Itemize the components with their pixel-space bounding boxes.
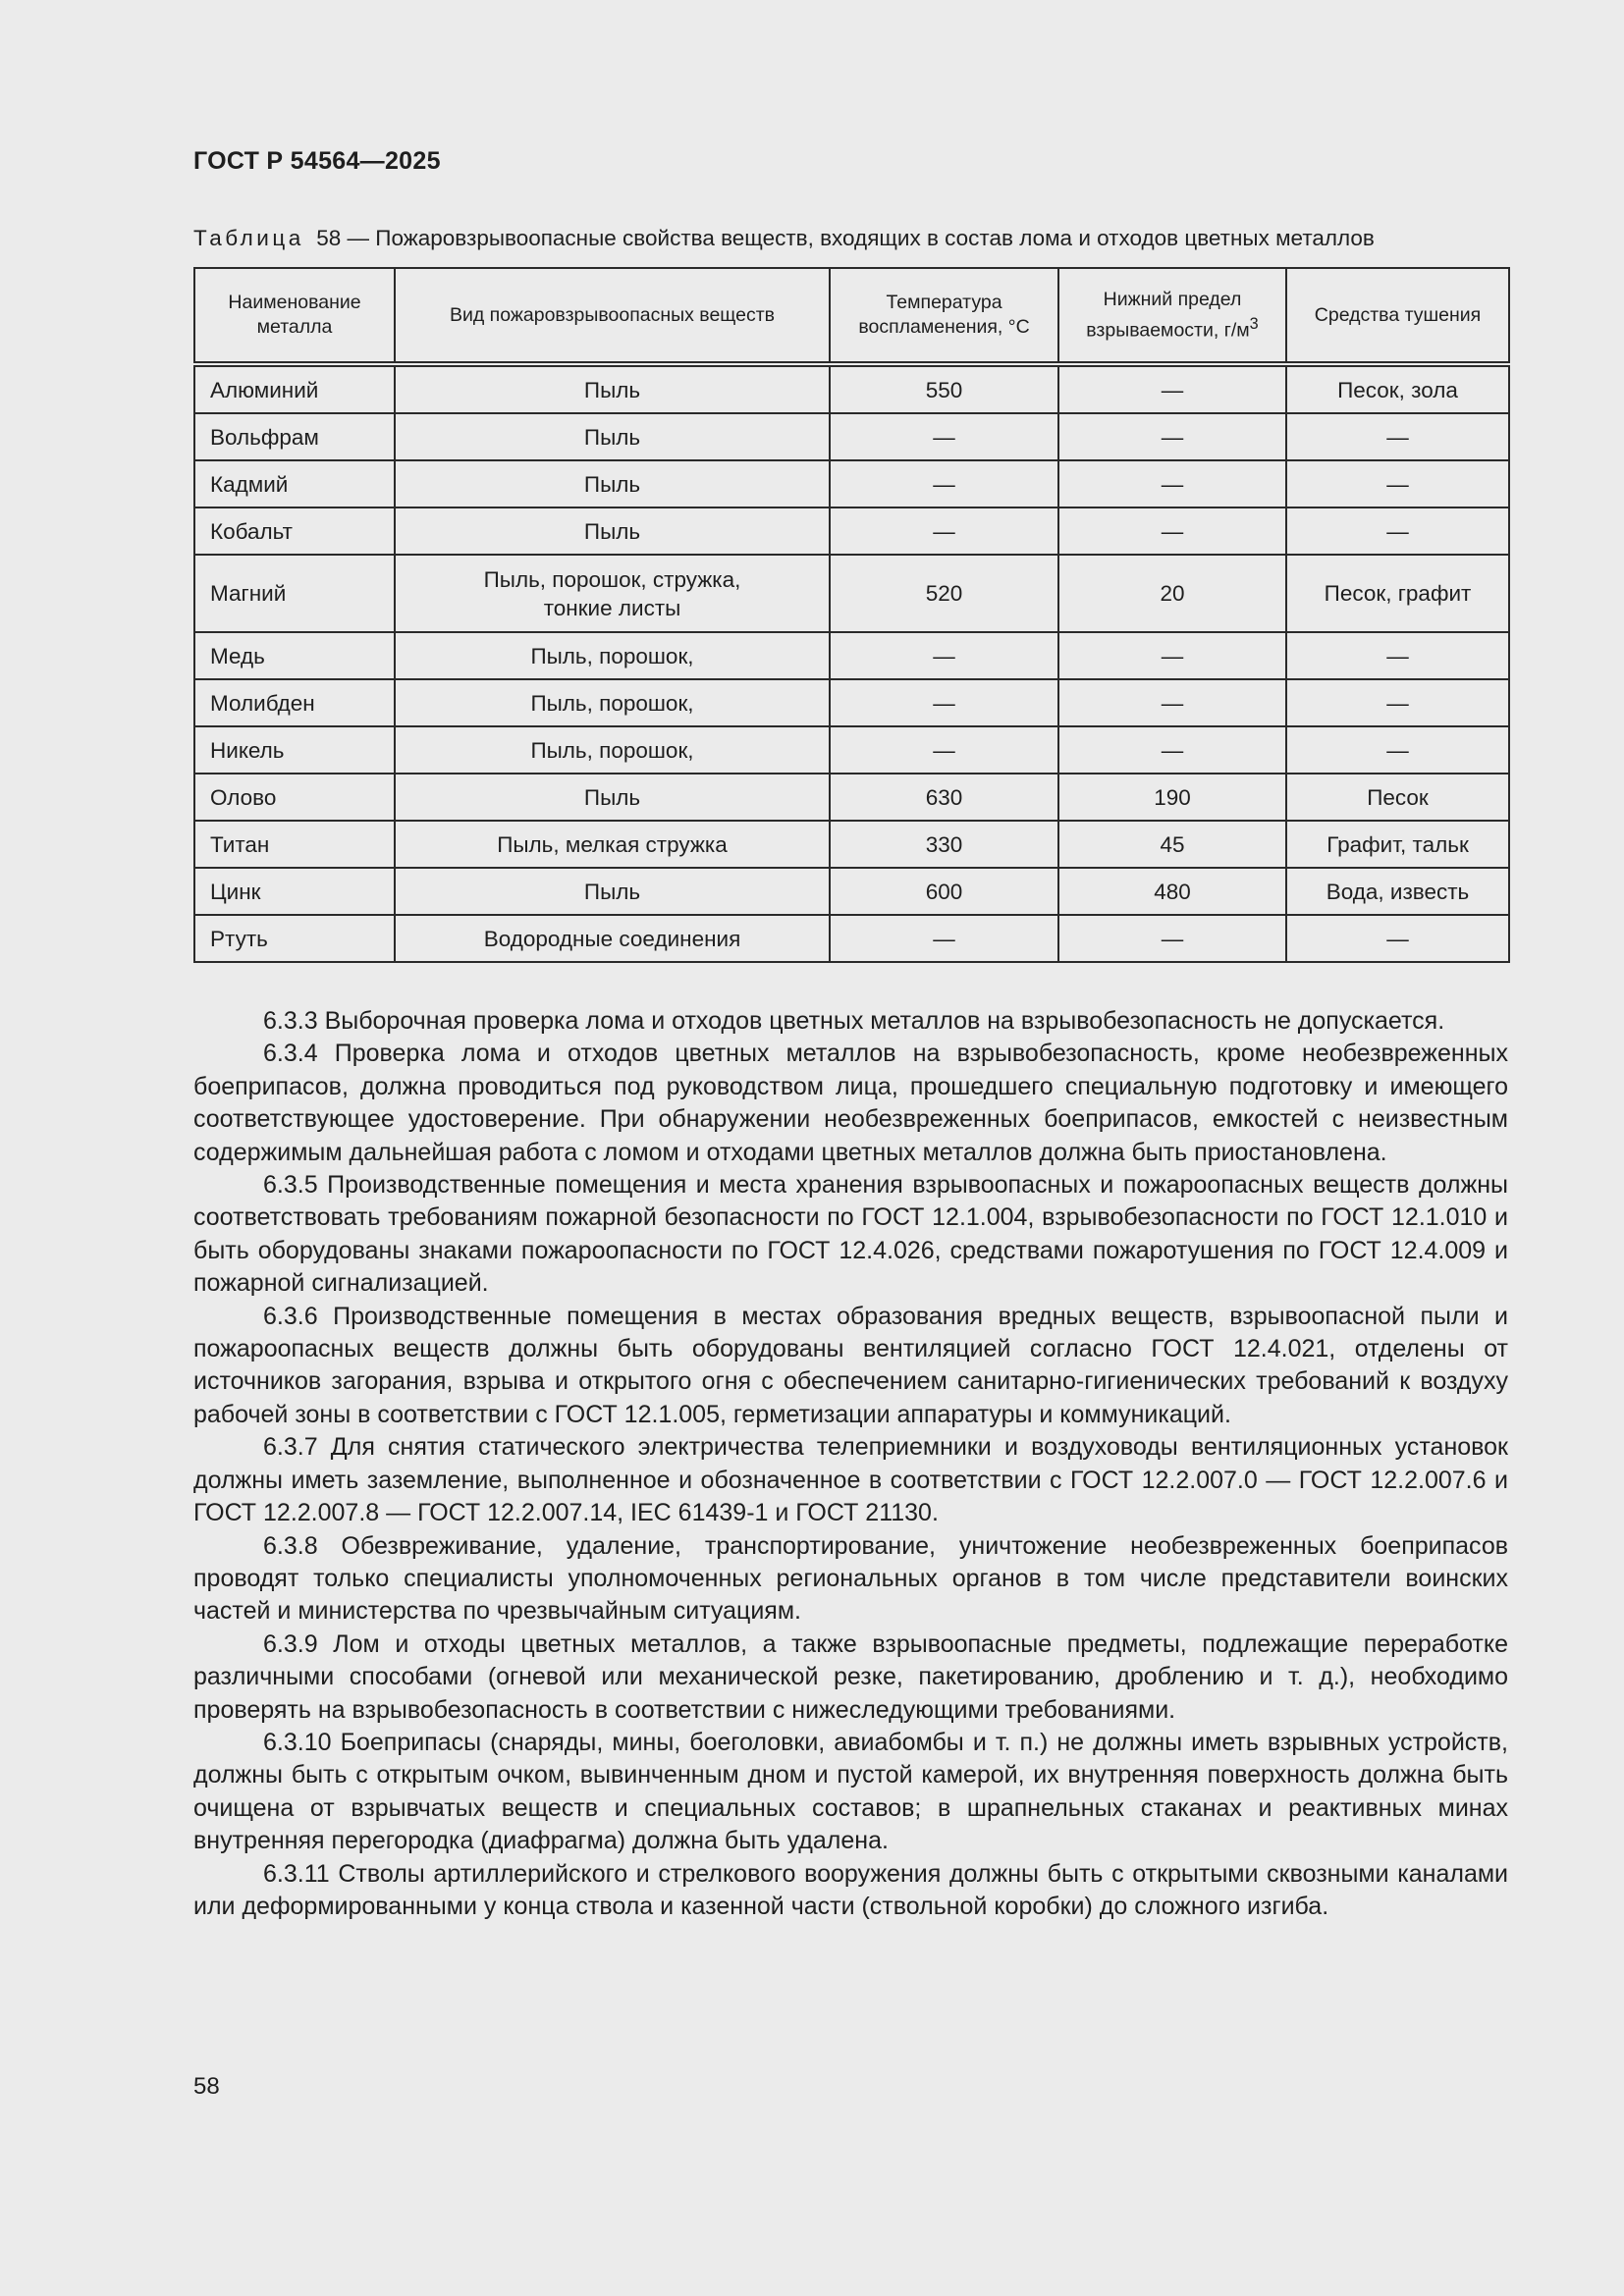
cell-explosive-limit: — <box>1058 364 1286 413</box>
table-row <box>194 364 1509 413</box>
cell-explosive-limit: — <box>1058 460 1286 507</box>
properties-table <box>193 267 1510 963</box>
cell-extinguish: Песок, зола <box>1286 364 1509 413</box>
paragraph-6-3-4 <box>193 1038 1508 1169</box>
paragraph-text: Лом и отходы цветных металлов, а также взрывоопасные предметы, подлежащие переработке различными способами (огневой или механической резке, пакетированию, дроблению и т. д.), необходимо проверять на взрывобезопасность в соответствии с нижеследующими требованиями. <box>193 1629 1508 1724</box>
paragraph-6-3-5 <box>193 1169 1508 1301</box>
table-row <box>194 868 1509 915</box>
paragraph-6-3-7 <box>193 1431 1508 1529</box>
cell-extinguish: — <box>1286 915 1509 962</box>
paragraph-text: Производственные помещения в местах образования вредных веществ, взрывоопасной пыли и пожароопасных веществ должны быть оборудованы вентиляцией согласно ГОСТ 12.4.021, отделены от источников загорания, взрыва и открытого огня с обеспечением санитарно-гигиенических требований к воздуху рабочей зоны в соответствии с ГОСТ 12.1.005, герметизации аппаратуры и коммуникаций. <box>193 1302 1509 1428</box>
cell-explosive-limit: — <box>1058 915 1286 962</box>
cell-ignition-temp: — <box>830 632 1058 679</box>
table-caption-label: Таблица <box>193 226 304 250</box>
cell-ignition-temp: — <box>830 679 1058 726</box>
cell-substance-line: Пыль, порошок, стружка, <box>483 566 741 592</box>
cell-ignition-temp: — <box>830 460 1058 507</box>
col-header-metal: Наименование металла <box>194 268 395 364</box>
cell-extinguish: — <box>1286 460 1509 507</box>
paragraph-6-3-8 <box>193 1530 1508 1629</box>
table-row <box>194 413 1509 460</box>
cell-metal: Ртуть <box>194 915 395 962</box>
table-row <box>194 774 1509 821</box>
paragraph-text: Для снятия статического электричества телеприемники и воздуховоды вентиляционных установок должны иметь заземление, выполненное и обозначенное в соответствии с ГОСТ 12.2.007.0 — ГОСТ 12.2.007.6 и ГОСТ 12.2.007.8 — ГОСТ 12.2.007.14, IEC 61439-1 и ГОСТ 21130. <box>193 1433 1508 1527</box>
cell-substance: Пыль <box>395 364 830 413</box>
cell-metal: Кобальт <box>194 507 395 555</box>
cell-metal: Кадмий <box>194 460 395 507</box>
cell-extinguish: — <box>1286 632 1509 679</box>
paragraph-text: Боеприпасы (снаряды, мины, боеголовки, авиабомбы и т. п.) не должны иметь взрывных устройств, должны быть с открытым очком, вывинченным дном и пустой камерой, их внутренняя поверхность должна быть очищена от взрывчатых веществ и специальных составов; в шрапнельных стаканах и реактивных минах внутренняя перегородка (диафрагма) должна быть удалена. <box>193 1728 1508 1855</box>
paragraph-text: Стволы артиллерийского и стрелкового вооружения должны быть с открытыми сквозными каналами или деформированными у конца ствола и казенной части (ствольной коробки) до сложного изгиба. <box>193 1859 1508 1920</box>
paragraph-number: 6.3.6 <box>263 1302 318 1330</box>
cell-substance: Пыль <box>395 868 830 915</box>
table-row <box>194 915 1509 962</box>
cell-extinguish: — <box>1286 413 1509 460</box>
cell-explosive-limit: — <box>1058 679 1286 726</box>
col-header-explosive-limit-sup: 3 <box>1249 314 1259 333</box>
table-row <box>194 507 1509 555</box>
cell-explosive-limit: — <box>1058 726 1286 774</box>
cell-ignition-temp: 330 <box>830 821 1058 868</box>
cell-substance: Пыль <box>395 774 830 821</box>
cell-explosive-limit: — <box>1058 507 1286 555</box>
cell-explosive-limit: 45 <box>1058 821 1286 868</box>
cell-ignition-temp: — <box>830 726 1058 774</box>
cell-metal: Цинк <box>194 868 395 915</box>
cell-substance: Пыль, порошок, <box>395 632 830 679</box>
cell-substance: Пыль, мелкая стружка <box>395 821 830 868</box>
cell-metal: Вольфрам <box>194 413 395 460</box>
cell-metal: Олово <box>194 774 395 821</box>
table-row <box>194 460 1509 507</box>
cell-substance <box>395 555 830 632</box>
cell-extinguish: Вода, известь <box>1286 868 1509 915</box>
paragraph-6-3-11 <box>193 1858 1508 1924</box>
cell-metal: Никель <box>194 726 395 774</box>
col-header-extinguish: Средства тушения <box>1286 268 1509 364</box>
table-row <box>194 632 1509 679</box>
table-row <box>194 726 1509 774</box>
cell-explosive-limit: 480 <box>1058 868 1286 915</box>
cell-substance: Водородные соединения <box>395 915 830 962</box>
cell-extinguish: — <box>1286 507 1509 555</box>
cell-ignition-temp: 550 <box>830 364 1058 413</box>
table-caption <box>193 226 1508 251</box>
paragraph-6-3-9 <box>193 1629 1508 1727</box>
paragraph-number: 6.3.8 <box>263 1531 318 1560</box>
cell-substance: Пыль, порошок, <box>395 726 830 774</box>
document-header: ГОСТ Р 54564—2025 <box>193 147 441 175</box>
paragraph-number: 6.3.7 <box>263 1433 318 1462</box>
cell-substance: Пыль <box>395 507 830 555</box>
cell-metal: Титан <box>194 821 395 868</box>
paragraph-number: 6.3.4 <box>263 1040 318 1068</box>
table-row <box>194 821 1509 868</box>
cell-extinguish: — <box>1286 726 1509 774</box>
col-header-substance: Вид пожаровзрывоопасных веществ <box>395 268 830 364</box>
paragraph-text: Выборочная проверка лома и отходов цветных металлов на взрывобезопасность не допускается. <box>324 1007 1445 1035</box>
paragraph-number: 6.3.10 <box>263 1728 332 1756</box>
cell-explosive-limit: — <box>1058 413 1286 460</box>
cell-extinguish: Графит, тальк <box>1286 821 1509 868</box>
cell-extinguish: Песок, графит <box>1286 555 1509 632</box>
cell-substance: Пыль <box>395 413 830 460</box>
cell-explosive-limit: 190 <box>1058 774 1286 821</box>
cell-substance-line: тонкие листы <box>543 595 681 620</box>
paragraph-number: 6.3.5 <box>263 1171 318 1200</box>
paragraph-text: Обезвреживание, удаление, транспортирование, уничтожение необезвреженных боеприпасов проводят только специалисты уполномоченных региональных органов в том числе представители воинских частей и министерства по чрезвычайным ситуациям. <box>193 1531 1509 1626</box>
cell-explosive-limit: 20 <box>1058 555 1286 632</box>
cell-metal: Алюминий <box>194 364 395 413</box>
body-text <box>193 1005 1508 1923</box>
table-row <box>194 555 1509 632</box>
table-caption-text: 58 — Пожаровзрывоопасные свойства веществ, входящих в состав лома и отходов цветных металлов <box>316 226 1375 250</box>
cell-extinguish: — <box>1286 679 1509 726</box>
cell-substance: Пыль <box>395 460 830 507</box>
cell-metal: Молибден <box>194 679 395 726</box>
paragraph-number: 6.3.9 <box>263 1629 318 1658</box>
paragraph-number: 6.3.11 <box>263 1859 330 1888</box>
table-header-row <box>194 268 1509 364</box>
cell-ignition-temp: 520 <box>830 555 1058 632</box>
paragraph-number: 6.3.3 <box>263 1007 318 1035</box>
cell-ignition-temp: — <box>830 915 1058 962</box>
col-header-ignition-temp: Температура воспламенения, °С <box>830 268 1058 364</box>
cell-metal: Магний <box>194 555 395 632</box>
paragraph-6-3-6 <box>193 1301 1508 1432</box>
paragraph-text: Проверка лома и отходов цветных металлов на взрывобезопасность, кроме необезвреженных боеприпасов, должна проводиться под руководством лица, прошедшего специальную подготовку и имеющего соответствующее удостоверение. При обнаружении необезвреженных боеприпасов, емкостей с неизвестным содержимым дальнейшая работа с ломом и отходами цветных металлов должна быть приостановлена. <box>193 1040 1508 1166</box>
cell-ignition-temp: 630 <box>830 774 1058 821</box>
col-header-explosive-limit <box>1058 268 1286 364</box>
cell-substance: Пыль, порошок, <box>395 679 830 726</box>
cell-ignition-temp: — <box>830 507 1058 555</box>
paragraph-text: Производственные помещения и места хранения взрывоопасных и пожароопасных веществ должны соответствовать требованиям пожарной безопасности по ГОСТ 12.1.004, взрывобезопасности по ГОСТ 12.1.010 и быть оборудованы знаками пожароопасности по ГОСТ 12.4.026, средствами пожаротушения по ГОСТ 12.4.009 и пожарной сигнализацией. <box>193 1171 1508 1298</box>
paragraph-6-3-10 <box>193 1727 1508 1858</box>
cell-explosive-limit: — <box>1058 632 1286 679</box>
paragraph-6-3-3 <box>193 1005 1508 1038</box>
cell-ignition-temp: 600 <box>830 868 1058 915</box>
cell-ignition-temp: — <box>830 413 1058 460</box>
table-row <box>194 679 1509 726</box>
page-number: 58 <box>193 2073 220 2100</box>
cell-metal: Медь <box>194 632 395 679</box>
col-header-explosive-limit-text: Нижний предел взрываемости, г/м <box>1086 288 1250 342</box>
cell-extinguish: Песок <box>1286 774 1509 821</box>
